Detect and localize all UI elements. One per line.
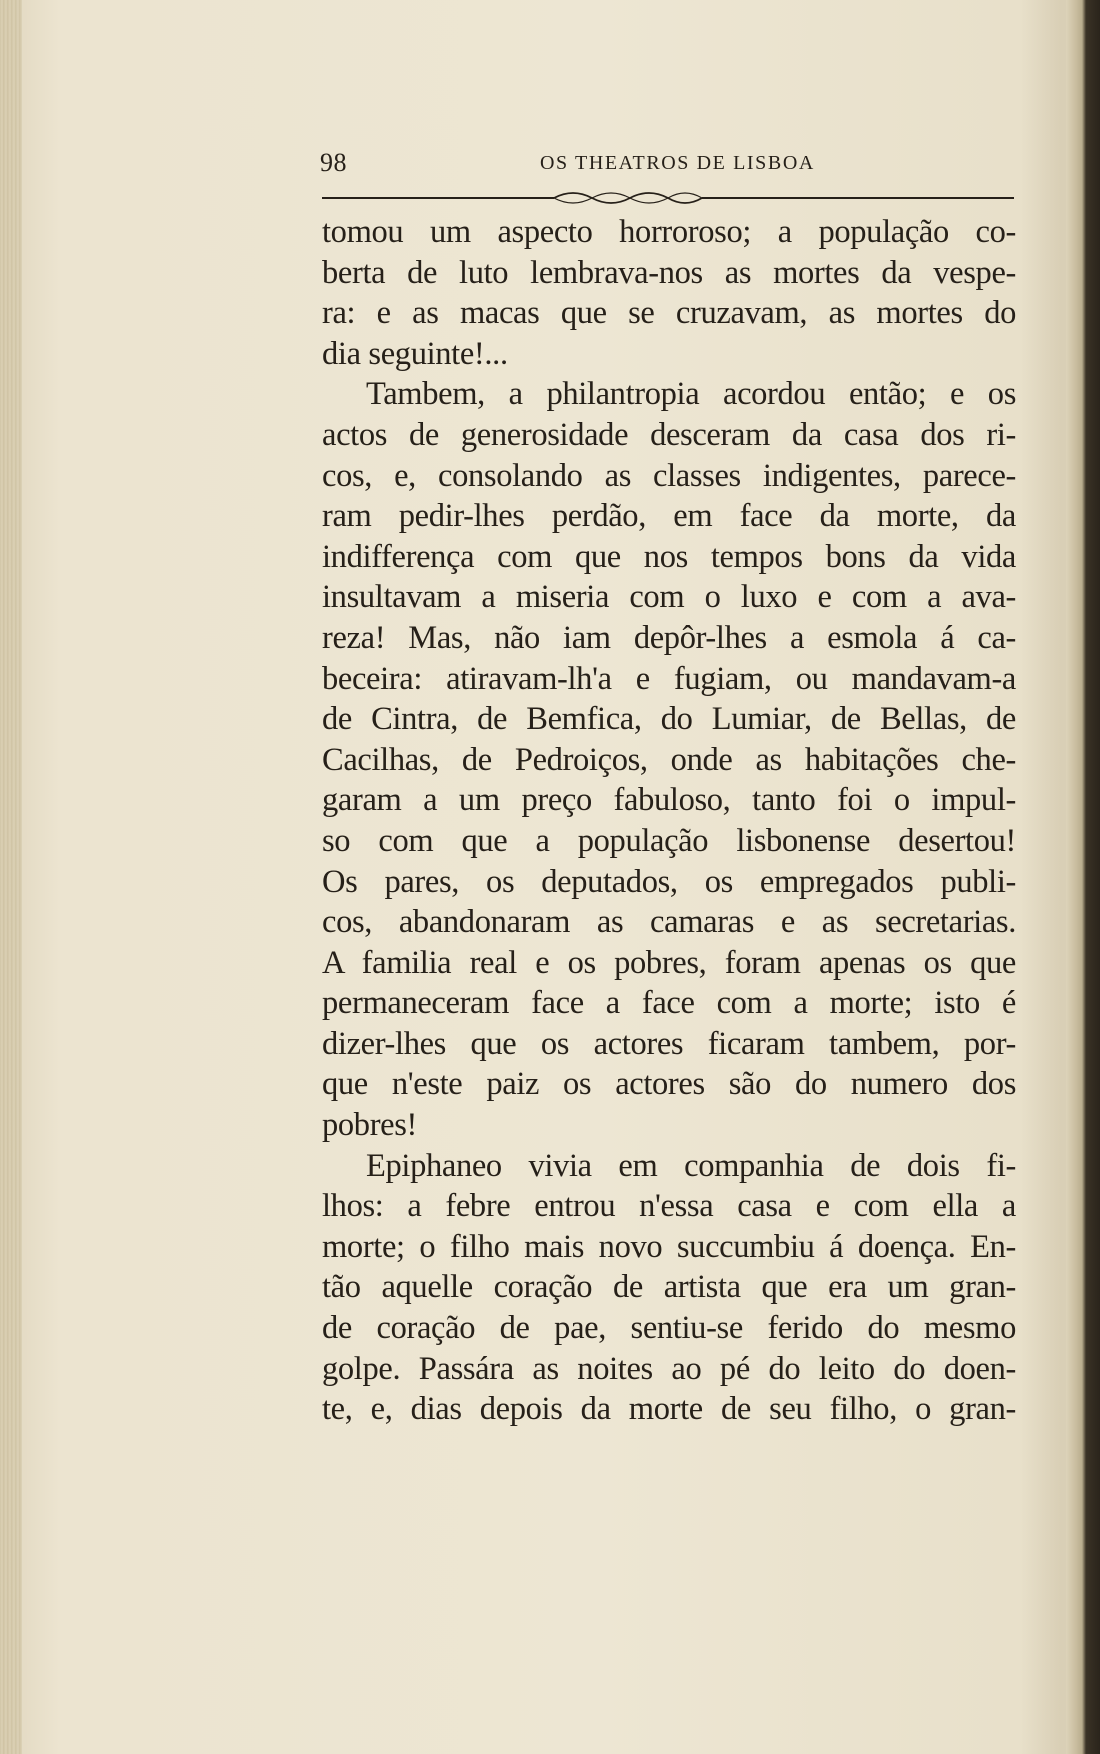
text-line: tão aquelle coração de artista que era um gran- (322, 1269, 1016, 1306)
running-title: OS THEATROS DE LISBOA (540, 152, 815, 174)
text-line: dizer-lhes que os actores ficaram tambem, por- (322, 1025, 1016, 1062)
text-line: dia seguinte!... (322, 335, 508, 372)
text-line: ra: e as macas que se cruzavam, as mortes do (322, 295, 1016, 332)
text-line: Cacilhas, de Pedroiços, onde as habitações che- (322, 741, 1016, 778)
page-edge-binding (1066, 0, 1100, 1754)
text-line: de coração de pae, sentiu-se ferido do mesmo (322, 1310, 1016, 1347)
text-line: beceira: atiravam-lh'a e fugiam, ou mandavam-a (322, 660, 1016, 697)
text-line: ram pedir-lhes perdão, em face da morte, da (322, 498, 1016, 535)
text-line: golpe. Passára as noites ao pé do leito do doen- (322, 1350, 1016, 1387)
text-line: que n'este paiz os actores são do numero dos (322, 1066, 1016, 1103)
text-line: te, e, dias depois da morte de seu filho, o gran- (322, 1391, 1016, 1428)
text-line: berta de luto lembrava-nos as mortes da vespe- (322, 254, 1016, 291)
text-line: cos, e, consolando as classes indigentes, parece- (322, 457, 1016, 494)
text-line: actos de generosidade desceram da casa dos ri- (322, 416, 1016, 453)
text-line: reza! Mas, não iam depôr-lhes a esmola á ca- (322, 619, 1016, 656)
text-line: garam a um preço fabuloso, tanto foi o impul- (322, 782, 1016, 819)
text-line: so com que a população lisbonense desertou! (322, 822, 1016, 859)
page-header (320, 148, 1016, 182)
text-line: lhos: a febre entrou n'essa casa e com ella a (322, 1188, 1016, 1225)
text-line: A familia real e os pobres, foram apenas os que (322, 944, 1016, 981)
text-line: morte; o filho mais novo succumbiu á doença. En- (322, 1228, 1016, 1265)
text-line: pobres! (322, 1107, 418, 1144)
text-line: Tambem, a philantropia acordou então; e os (366, 376, 1016, 413)
text-line: permaneceram face a face com a morte; isto é (322, 985, 1016, 1022)
page-number: 98 (320, 148, 347, 177)
body-text (322, 212, 1016, 1430)
text-line: de Cintra, de Bemfica, do Lumiar, de Bellas, de (322, 701, 1016, 738)
text-line: indifferença com que nos tempos bons da vida (322, 538, 1016, 575)
text-line: Os pares, os deputados, os empregados publi- (322, 863, 1016, 900)
text-line: cos, abandonaram as camaras e as secretarias. (322, 904, 1016, 941)
text-line: Epiphaneo vivia em companhia de dois fi- (366, 1147, 1016, 1184)
page-gutter-shadow (0, 0, 22, 1754)
text-line: tomou um aspecto horroroso; a população co- (322, 214, 1016, 250)
ornamental-rule (322, 186, 1014, 214)
text-line: insultavam a miseria com o luxo e com a ava- (322, 579, 1016, 616)
